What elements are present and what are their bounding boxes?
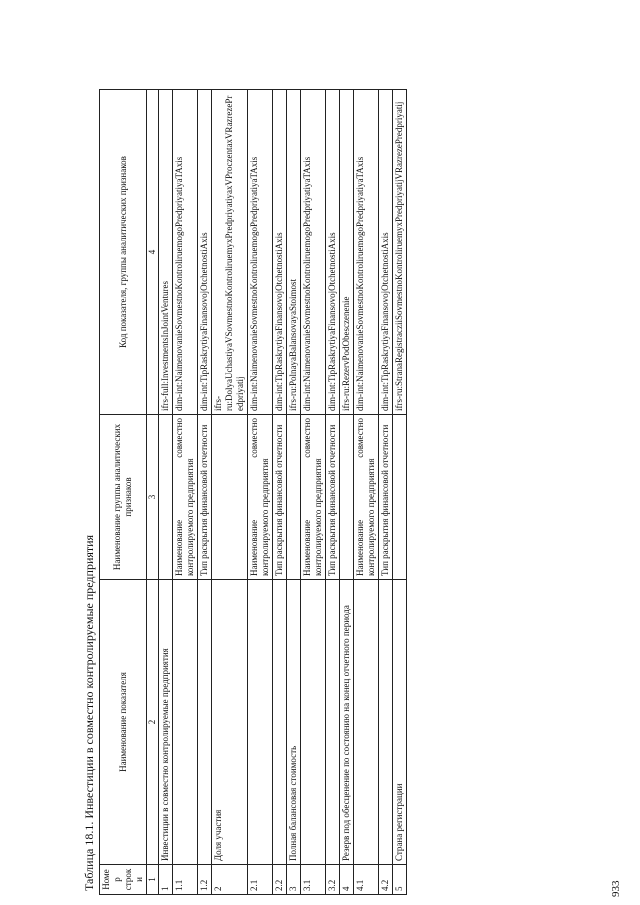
row-number: 4.1	[354, 865, 379, 895]
table-row	[301, 90, 326, 895]
table-row	[173, 90, 198, 895]
table-row	[212, 90, 248, 895]
group-name	[159, 415, 173, 580]
indicator-name	[198, 580, 212, 865]
column-number: 2	[147, 580, 159, 865]
table-row	[248, 90, 273, 895]
indicator-name	[379, 580, 393, 865]
row-number: 2	[212, 865, 248, 895]
table-row	[340, 90, 354, 895]
row-number: 3.2	[326, 865, 340, 895]
row-number: 4	[340, 865, 354, 895]
page-number: 933	[610, 880, 622, 897]
code-cell: ifrs-ru:PolnayaBalansovayaStoimost	[287, 90, 301, 415]
group-name	[340, 415, 354, 580]
indicator-name	[173, 580, 198, 865]
group-name: Наименование совместно контролируемого предприятия	[248, 415, 273, 580]
group-name: Наименование совместно контролируемого предприятия	[301, 415, 326, 580]
code-cell: dim-int:TipRaskrytiyaFinansovojOtchetnostiAxis	[198, 90, 212, 415]
indicator-name: Полная балансовая стоимость	[287, 580, 301, 865]
code-cell: ifrs-ru:RezervPodObesczenenie	[340, 90, 354, 415]
code-cell: ifrs-full:InvestmentsInJointVentures	[159, 90, 173, 415]
column-number: 4	[147, 90, 159, 415]
code-cell: dim-int:NaimenovanieSovmestnoKontroliruemogoPredpriyatiyaTAxis	[173, 90, 198, 415]
header-code: Код показателя, группы аналитических признаков	[100, 90, 147, 415]
indicator-name: Резерв под обесценение по состоянию на конец отчетного периода	[340, 580, 354, 865]
table-row	[198, 90, 212, 895]
table-row	[273, 90, 287, 895]
code-cell: dim-int:TipRaskrytiyaFinansovojOtchetnostiAxis	[326, 90, 340, 415]
table-row	[379, 90, 393, 895]
indicator-name	[326, 580, 340, 865]
investments-table	[99, 89, 407, 895]
table-caption: Таблица 18.1. Инвестиции в совместно контролируемые предприятия	[82, 534, 96, 891]
indicator-name	[273, 580, 287, 865]
table-row	[159, 90, 173, 895]
row-number: 1	[159, 865, 173, 895]
group-name: Тип раскрытия финансовой отчетности	[326, 415, 340, 580]
group-name: Наименование совместно контролируемого предприятия	[173, 415, 198, 580]
table-row	[287, 90, 301, 895]
indicator-name: Инвестиции в совместно контролируемые предприятия	[159, 580, 173, 865]
header-row	[100, 90, 147, 895]
column-number: 1	[147, 865, 159, 895]
column-number-row	[147, 90, 159, 895]
indicator-name	[248, 580, 273, 865]
row-number: 3.1	[301, 865, 326, 895]
code-cell: dim-int:TipRaskrytiyaFinansovojOtchetnostiAxis	[273, 90, 287, 415]
table-row	[393, 90, 407, 895]
code-cell: dim-int:TipRaskrytiyaFinansovojOtchetnostiAxis	[379, 90, 393, 415]
indicator-name	[301, 580, 326, 865]
row-number: 4.2	[379, 865, 393, 895]
table-row	[326, 90, 340, 895]
group-name	[287, 415, 301, 580]
row-number: 3	[287, 865, 301, 895]
header-group-name: Наименование группы аналитических признаков	[100, 415, 147, 580]
group-name: Тип раскрытия финансовой отчетности	[273, 415, 287, 580]
group-name	[212, 415, 248, 580]
row-number: 2.1	[248, 865, 273, 895]
indicator-name: Доля участия	[212, 580, 248, 865]
header-row-number: Номер строки	[100, 865, 147, 895]
row-number: 1.2	[198, 865, 212, 895]
code-cell: ifrs-ru:DolyaUchastiyaVSovmestnoKontroliruemyxPredpriyatiyaxVProczentaxVRazrezePredpriyatij	[212, 90, 248, 415]
code-cell: ifrs-ru:StranaRegistracziiSovmestnoKontroliruemyxPredpriyatijVRazrezePredpriyatij	[393, 90, 407, 415]
row-number: 2.2	[273, 865, 287, 895]
indicator-name	[354, 580, 379, 865]
group-name: Тип раскрытия финансовой отчетности	[198, 415, 212, 580]
column-number: 3	[147, 415, 159, 580]
row-number: 5	[393, 865, 407, 895]
group-name: Наименование совместно контролируемого предприятия	[354, 415, 379, 580]
header-indicator-name: Наименование показателя	[100, 580, 147, 865]
indicator-name: Страна регистрации	[393, 580, 407, 865]
group-name: Тип раскрытия финансовой отчетности	[379, 415, 393, 580]
row-number: 1.1	[173, 865, 198, 895]
code-cell: dim-int:NaimenovanieSovmestnoKontroliruemogoPredpriyatiyaTAxis	[354, 90, 379, 415]
code-cell: dim-int:NaimenovanieSovmestnoKontroliruemogoPredpriyatiyaTAxis	[248, 90, 273, 415]
table-row	[354, 90, 379, 895]
group-name	[393, 415, 407, 580]
code-cell: dim-int:NaimenovanieSovmestnoKontroliruemogoPredpriyatiyaTAxis	[301, 90, 326, 415]
